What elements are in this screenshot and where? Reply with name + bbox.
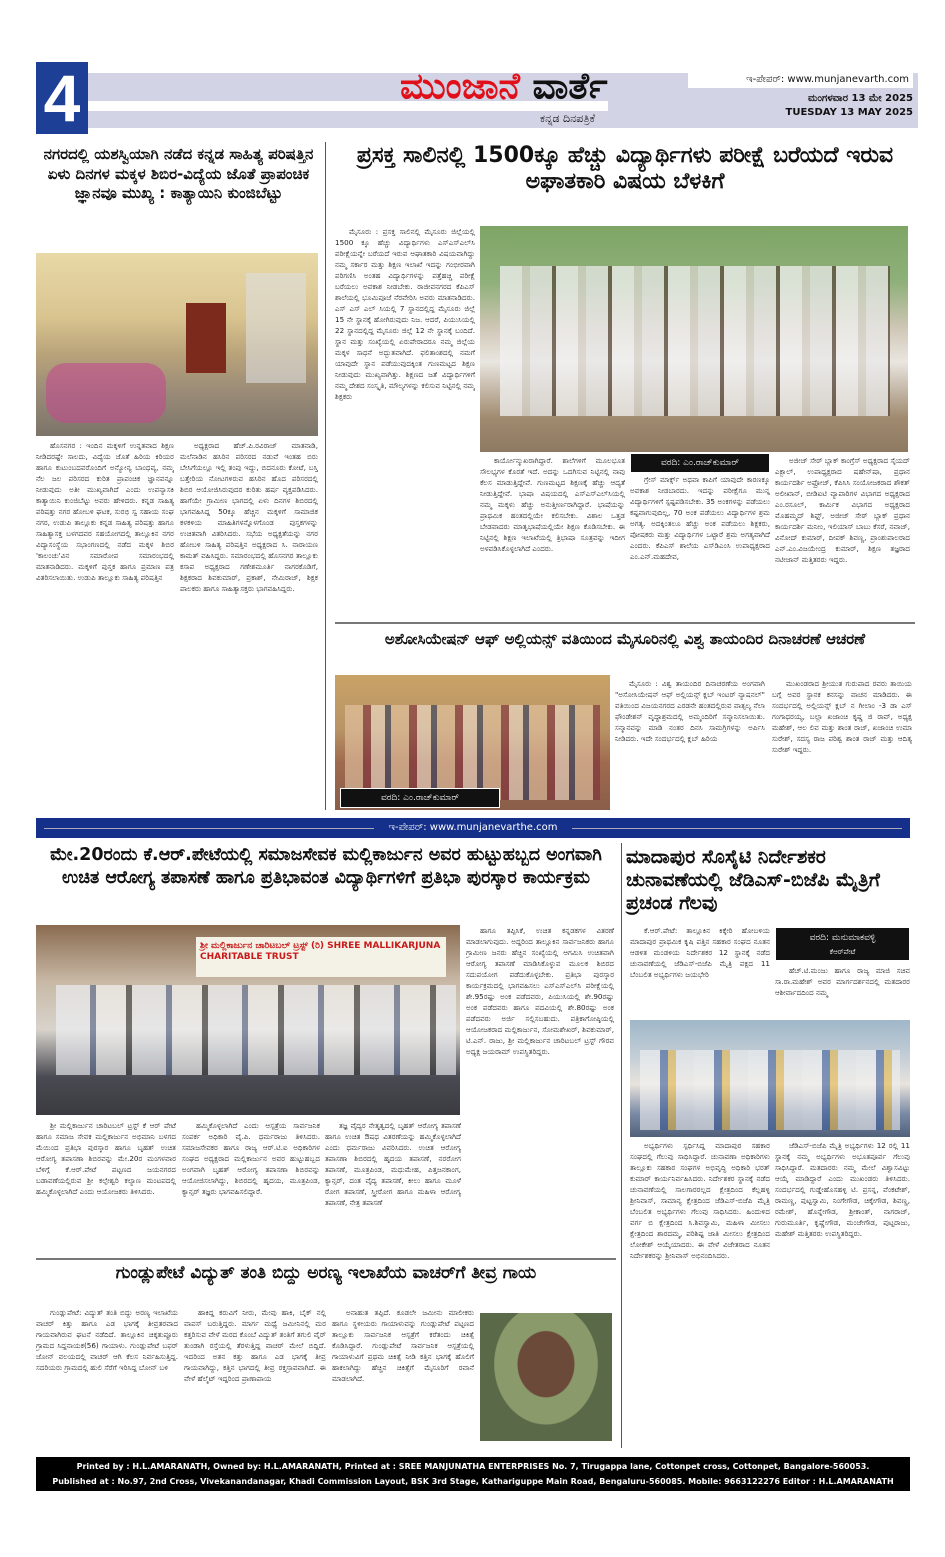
reporter-credit: ವರದಿ: ಎಂ.ರಾಜ್‌ಕುಮಾರ್ (630, 453, 770, 473)
banner-text: ಶ್ರೀ ಮಲ್ಲಿಕಾರ್ಜುನ ಚಾರಿಟಬಲ್ ಟ್ರಸ್ಟ್ (ರಿ) SHREE MALLIKARJUNA CHARITABLE TRUST (196, 937, 446, 977)
article-headline: ಗುಂಡ್ಲುಪೇಟೆ ವಿದ್ಯುತ್ ತಂತಿ ಬಿದ್ದು ಅರಣ್ಯ ಇಲಾಖೆಯ ವಾಚರ್‌ಗೆ ತೀವ್ರ ಗಾಯ (115, 1263, 537, 1283)
article-text: ಮೈಸೂರು : ಪ್ರಸಕ್ತ ಸಾಲಿನಲ್ಲಿ ಮೈಸೂರು ಜಿಲ್ಲೆಯಲ್ಲಿ 1500 ಕ್ಕೂ ಹೆಚ್ಚು ವಿದ್ಯಾರ್ಥಿಗಳು ಎಸ್‌ಎಸ್‌ಎಲ್‌ಸಿ ಪರೀಕ್ಷೆಯನ್ನೇ ಬರೆಯದೆ ಇರುವ ಆಘಾತಕಾರಿ ವಿಷಯವಾಗಿದ್ದು ನಮ್ಮ ಸರ್ಕಾರ ಮತ್ತು ಶಿಕ್ಷಣ ಇಲಾಖೆ ಇದನ್ನು ಗಂಭೀರವಾಗಿ ಪರಿಗಣಿಸಿ ಅಂತಹ ವಿದ್ಯಾರ್ಥಿಗಳನ್ನು ಪತ್ತೆಹಚ್ಚಿ ಪರೀಕ್ಷೆ ಬರೆಯಲು ಅವಕಾಶ ನೀಡಬೇಕು. ರಾಜೀವನಗರದ ಕೆಪಿಎಸ್ ಶಾಲೆಯಲ್ಲಿ ಭೂಮಿಪೂಜೆ ನೆರವೇರಿಸಿ ಅವರು ಮಾತನಾಡಿದರು. ಎಸ್ ಎಸ್ ಎಲ್ ಸಿಯಲ್ಲಿ 7 ಸ್ಥಾನದಲ್ಲಿದ್ದ ಮೈಸೂರು ಜಿಲ್ಲೆ 15 ನೇ ಸ್ಥಾನಕ್ಕೆ ಹೋಗಿರುವುದು ನಿಜ. ಆದರೆ, ಪಿಯುಸಿಯಲ್ಲಿ 22 ಸ್ಥಾನದಲ್ಲಿದ್ದ ಮೈಸೂರು ಜಿಲ್ಲೆ 12 ನೇ ಸ್ಥಾನಕ್ಕೆ ಬಂದಿದೆ. ಸ್ಥಾನ ಮತ್ತು ಸಂಖ್ಯೆಯಲ್ಲಿ ಏರುಪೇರಾದರೂ ನಮ್ಮ ಜಿಲ್ಲೆಯ ಮಕ್ಕಳ ಸಾಧನೆ ಅದ್ಭುತವಾಗಿದೆ. ಫಲಿತಾಂಶದಲ್ಲಿ ನಮಗೆ ಯಾವುದೇ ಸ್ಥಾನ ಪಡೆಯುವುದಕ್ಕಿಂತ ಗುಣಮಟ್ಟದ ಶಿಕ್ಷಣ ನೀಡುವುದು ಮುಖ್ಯವಾಗಿತ್ತು. ಶಿಕ್ಷಣದ ಜತೆ ವಿದ್ಯಾರ್ಥಿಗಳಿಗೆ ನಮ್ಮ ದೇಶದ ಸಂಸ್ಕೃತಿ, ಮೌಲ್ಯಗಳನ್ನು ಕಲಿಸುವ ನಿಟ್ಟಿನಲ್ಲಿ ನಮ್ಮ ಶಿಕ್ಷಕರು (335, 227, 475, 401)
epaper-link[interactable]: ಇ-ಪೇಪರ್: www.munjanevarth.com (688, 72, 913, 88)
article-text: ಹೆಚ್.ಟಿ.ಮಂಜು ಹಾಗೂ ರಾಜ್ಯ ಮಾಜಿ ಸಚಿವ ಸಾ.ರಾ.ಮಹೇಶ್ ಅವರ ಮಾರ್ಗದರ್ಶನದಲ್ಲಿ ಮತದಾರರ ಆಶೀರ್ವಾದದಿಂದ ನಮ್ಮ (775, 966, 910, 997)
column-divider (621, 843, 622, 1448)
article-text: ಶ್ರೀ ಮಲ್ಲಿಕಾರ್ಜುನ ಚಾರಿಟಬಲ್ ಟ್ರಸ್ಟ್ ಕೆ ಆರ್ ಪೇಟೆ ಹಾಗೂ ಸಮಾಜ ಸೇವಕ ಮಲ್ಲಿಕಾರ್ಜುನ ಅಭಿಮಾನಿ ಬಳಗದ ಮೆಯಿಂದ ಪ್ರತಿಭಾ ಪುರಸ್ಕಾರ ಹಾಗೂ ಬೃಹತ್ ಉಚಿತ ಆರೋಗ್ಯ ತಪಾಸಣಾ ಶಿಬಿರವನ್ನು ಮೇ.20ರ ಮಂಗಳವಾರ ಬೆಳಿಗ್ಗೆ ಕೆ.ಆರ್.ಪೇಟೆ ಪಟ್ಟಣದ ಜಯನಗರದ ಬಡಾವಣೆಯಲ್ಲಿರುವ ಶ್ರೀ ಕಲ್ಪೇಶ್ವರಿ ಕಲ್ಯಾಣ ಮಂಟಪದಲ್ಲಿ ಹಮ್ಮಿಕೊಳ್ಳಲಾಗಿದೆ ಎಂದು ಆಯೋಜಕರು ತಿಳಿಸಿದರು. (36, 1121, 176, 1196)
article-text: ಕಾರ್ಯೋನ್ಮುಖರಾಗಿದ್ದಾರೆ. ಶಾಲೆಗಳಿಗೆ ಮೂಲಭೂತ ಸೌಲಭ್ಯಗಳ ಕೊರತೆ ಇದೆ. ಅದನ್ನು ಒದಗಿಸುವ ನಿಟ್ಟಿನಲ್ಲಿ ನಾವು ಕೆಲಸ ಮಾಡುತ್ತಿದ್ದೇವೆ. ಗುಣಮಟ್ಟದ ಶಿಕ್ಷಣಕ್ಕೆ ಹೆಚ್ಚು ಆದ್ಯತೆ ನೀಡುತ್ತಿದ್ದೇವೆ. ಭಾಷಾ ವಿಷಯದಲ್ಲಿ ಎಸ್‌ಎಸ್‌ಎಲ್‌ಸಿಯಲ್ಲಿ ನಮ್ಮ ಮಕ್ಕಳು ಹೆಚ್ಚು ಅನುತ್ತೀರ್ಣರಾಗಿದ್ದಾರೆ. ಭಾಷೆಯನ್ನು ಪ್ರಾಥಮಿಕ ಹಂತದಲ್ಲಿಯೇ ಕಲಿಸಬೇಕು. ವಿಶಾಲ ಒತ್ತಡ ಬೇಡವಾದರು ಮಾತೃಭಾಷೆಯಲ್ಲಿಯೇ ಶಿಕ್ಷಣ ಕೊಡಿಸಬೇಕು. ಈ ನಿಟ್ಟಿನಲ್ಲಿ ಶಿಕ್ಷಣ ಇಲಾಖೆಯಲ್ಲಿ ತ್ರಿಭಾಷಾ ಸೂತ್ರವನ್ನು ಇದೀಗ ಅಳವಡಿಸಿಕೊಳ್ಳಲಾಗಿದೆ ಎಂದರು. (480, 456, 625, 553)
article-text: ಅನಾಹುತ ತಪ್ಪಿದೆ. ಕೂಡಲೇ ಜಮೀನು ಮಾಲೀಕರು ಹಾಗೂ ಸ್ಥಳೀಯರು ಗಾಯಾಳುವನ್ನು ಗುಂಡ್ಲುಪೇಟೆ ಪಟ್ಟಣದ ತಾಲ್ಲೂಕು ಸಾರ್ವಜನಿಕ ಆಸ್ಪತ್ರೆಗೆ ಕರೆತಂದು ಚಿಕಿತ್ಸೆ ಕೊಡಿಸಿದ್ದಾರೆ. ಗುಂಡ್ಲುಪೇಟೆ ಸಾರ್ವಜನಿಕ ಆಸ್ಪತ್ರೆಯಲ್ಲಿ ಗಾಯಾಳುವಿಗೆ ಪ್ರಥಮ ಚಿಕಿತ್ಸೆ ನೀಡಿ ಕತ್ತಿನ ಭಾಗಕ್ಕೆ ಹೊಲಿಗೆ ಹಾಕಲಾಗಿದ್ದು ಹೆಚ್ಚಿನ ಚಿಕಿತ್ಸೆಗೆ ಮೈಸೂರಿಗೆ ರವಾನೆ ಮಾಡಲಾಗಿದೆ. (332, 1308, 474, 1383)
article-photo (480, 226, 908, 452)
article-headline: ಅಶೋಸಿಯೇಷನ್ ಆಫ್ ಅಲ್ಲಿಯನ್ಸ್ ವತಿಯಿಂದ ಮೈಸೂರಿನಲ್ಲಿ ವಿಶ್ವ ತಾಯಂದಿರ ದಿನಾಚರಣೆ ಆಚರಣೆ (384, 630, 866, 648)
article-photo (480, 1313, 612, 1441)
article-headline: ನಗರದಲ್ಲಿ ಯಶಸ್ವಿಯಾಗಿ ನಡೆದ ಕನ್ನಡ ಸಾಹಿತ್ಯ ಪರಿಷತ್ತಿನ ಏಳು ದಿನಗಳ ಮಕ್ಕಳ ಶಿಬಿರ-ವಿದ್ಯೆಯ ಜೊತೆ ಪ್ರಾಪಂಚಿಕ ಜ್ಞಾನವೂ ಮುಖ್ಯ : ಕಾತ್ಯಾಯಿನಿ ಕುಂಜಿಬೆಟ್ಟು (43, 145, 314, 202)
reporter-credit: ವರದಿ: ಮನುಮಾಕವಳ್ಳಿ ಕೆಆರ್‌ಪೇಟೆ (775, 927, 910, 961)
article-text: ಹಮ್ಮಿಕೊಳ್ಳಲಾಗಿದೆ ಎಂದು ಆಸ್ಪತ್ರೆಯ ಸಾರ್ವಜನಿಕ ಸಂಪರ್ಕ ಅಧಿಕಾರಿ ವೈ.ಪಿ. ಧರ್ಮರಾಜು ತಿಳಿಸಿದರು. ಸಮಾಜಸೇವಕರ ಹಾಗೂ ರಾಜ್ಯ ಆರ್.ಟಿ.ಐ ಅಧಿಕಾರಿಗಳ ಸಂಘದ ಅಧ್ಯಕ್ಷರಾದ ಮಲ್ಲಿಕಾರ್ಜುನ ಅವರ ಹುಟ್ಟುಹಬ್ಬದ ಅಂಗವಾಗಿ ಬೃಹತ್ ಆರೋಗ್ಯ ತಪಾಸಣಾ ಶಿಬಿರವನ್ನು ಆಯೋಜಿಸಲಾಗಿದ್ದು, ಶಿಬಿರದಲ್ಲಿ ಹೃದಯ, ಮೂತ್ರಪಿಂಡ, ಕ್ಯಾನ್ಸರ್ ತಜ್ಞರು ಭಾಗವಹಿಸಲಿದ್ದಾರೆ. (182, 1121, 320, 1196)
issue-date: ಮಂಗಳವಾರ 13 ಮೇ 2025 TUESDAY 13 MAY 2025 (785, 93, 913, 118)
article-text: ಮುಖಂಡರಾದ ಶ್ರೀಯುತ ಗುರುಪಾದ ರವರು ತಾಯಿಯ ಬಗ್ಗೆ ಅವರ ಸ್ಥಾನಕ ಕನಸನ್ನು ವಾಚನ ಮಾಡಿದರು. ಈ ಸಂದರ್ಭದಲ್ಲಿ ಅಲ್ಲಿಯನ್ಸ್ ಕ್ಲಬ್ ನ ಗೀಲಾಂ -3 ಡಾ ಎಸ್ ಗಂಗಾಧರಯ್ಯ, ಬಲ್ಲಾ ಖಜಾಂಚಿ ಕೃಷ್ಣ ಜಿ ರಾವ್, ಅಧ್ಯಕ್ಷ ಮಹೇಶ್, ಆಲ ಲಿವ ಮತ್ತು ಶಾಂತ ರಾಜ್, ಖಜಾಂಚಿ ಉಮಾ ಸುರೇಶ್, ಸದಸ್ಯ ರಾಜ ಪರಿಶ್ವ ಶಾಂತ ರಾಜ್ ಮತ್ತು ಆದಿತ್ಯ ಸುರೇಶ್ ಇದ್ದರು. (772, 679, 912, 754)
article-text: ಹೊಸನಗರ : ಇಂದಿನ ಮಕ್ಕಳಿಗೆ ಉನ್ನತವಾದ ಶಿಕ್ಷಣ ನೀಡಿದರಷ್ಟೇ ಸಾಲದು, ವಿದ್ಯೆಯ ಜೊತೆ ಹಿರಿಯ ಕಿರಿಯರ ಹಾಗೂ ಕುಟುಂಬದವರೊಂದಿಗೆ ಅನ್ಯೋನ್ಯ ಬಾಂಧವ್ಯ, ನಮ್ಮ ನೆಲ ಜಲ ಪರಿಸರದ ಕುರಿತ ಪ್ರಾಪಂಚಿಕ ಜ್ಞಾನವನ್ನೂ ನೀಡುವುದು ಅತೀ ಮುಖ್ಯವಾಗಿದೆ ಎಂದು ಉಪನ್ಯಾಸಕಿ ಕಾತ್ಯಾಯಿನಿ ಕುಂಜಿಬೆಟ್ಟು ಅವರು ಹೇಳಿದರು. ಕನ್ನಡ ಸಾಹಿತ್ಯ ಪರಿಷತ್ತು ನಗರ ಹೋಬಳಿ ಘಟಕ, ಸುರಭಿ ಸ್ವ ಸಹಾಯ ಸಂಘ ನಗರ, ಉಡುಪಿ ತಾಲ್ಲೂಕು ಕನ್ನಡ ಸಾಹಿತ್ಯ ಪರಿಷತ್ತು ಹಾಗೂ ಸಾಹಿತ್ಯಾಸಕ್ತ ಬಳಗದವರ ಸಹಯೋಗದಲ್ಲಿ ತಾಲ್ಲೂಕಿನ ನಗರ ವಿದ್ಯಾಸಂಸ್ಥೆಯ ಸಭಾಂಗಣದಲ್ಲಿ ನಡೆದ ಮಕ್ಕಳ ಶಿಬಿರ 'ಕಾಲಂಚು'ವಿನ ಸಮಾರೋಪ ಸಮಾರಂಭದಲ್ಲಿ ಮಾತನಾಡಿದರು. ಮಕ್ಕಳಿಗೆ ಪುಸ್ತಕ ಹಾಗೂ ಪ್ರಮಾಣ ಪತ್ರ ವಿತರಿಸಲಾಯಿತು. ಉಡುಪಿ ತಾಲ್ಲೂಕು ಸಾಹಿತ್ಯ ಪರಿಷತ್ತಿನ (36, 441, 174, 582)
divider (36, 1258, 616, 1260)
article-photo (36, 925, 460, 1115)
article-text: ಗುಂಡ್ಲುಪೇಟೆ: ವಿದ್ಯುತ್ ತಂತಿ ಬಿದ್ದು ಅರಣ್ಯ ಇಲಾಖೆಯ ವಾಚರ್ ಕಿತ್ತು ಹಾಗೂ ಎಡ ಭಾಗಕ್ಕೆ ತೀವ್ರತರವಾದ ಗಾಯವಾಗಿರುವ ಘಟನೆ ನಡೆದಿದೆ. ತಾಲ್ಲೂಕಿನ ಚಿಕ್ಕತುಪ್ಪೂರು ಗ್ರಾಮದ ಸಿದ್ದನಾಯಕ(56) ಗಾಯಾಳು. ಗುಂಡ್ಲುಪೇಟೆ ಬಫರ್ ಜೋನ್ ವಲಯದಲ್ಲಿ ವಾಚರ್ ಆಗಿ ಕೆಲಸ ನಿರ್ವಹಿಸುತ್ತಿದ್ದ. ಸದರಿಯರು ಗ್ರಾಮದಲ್ಲಿ ಹುಲಿ ಸೆರೆಗೆ ಇರಿಸಿದ್ದ ಬೋನ್ ಬಳಿ (36, 1308, 178, 1372)
article-headline: ಮೇ.20ರಂದು ಕೆ.ಆರ್.ಪೇಟೆಯಲ್ಲಿ ಸಮಾಜಸೇವಕ ಮಲ್ಲಿಕಾರ್ಜುನ ಅವರ ಹುಟ್ಟುಹಬ್ಬದ ಅಂಗವಾಗಿ ಉಚಿತ ಆರೋಗ್ಯ ತಪಾಸಣೆ ಹಾಗೂ ಪ್ರತಿಭಾವಂತ ವಿದ್ಯಾರ್ಥಿಗಳಿಗೆ ಪ್ರತಿಭಾ ಪುರಸ್ಕಾರ ಕಾರ್ಯಕ್ರಮ (50, 845, 602, 888)
imprint-footer: Printed by : H.L.AMARANATH, Owned by: H.L.AMARANATH, Printed at : SREE MANJUNATHA ENTERPRISES No. 7, Tirugappa lane, Cottonpet cross, Cottonpet, Bangalore-560053. Published at : No.97, 2nd Cross, Vivekanandanagar, Khadi Commission Layout, BSK 3rd Stage, Kathariguppe Main Road, Bengaluru-560085. Mobile: 9663122276 Editor : H.L.AMARANATH (36, 1457, 910, 1491)
article-text: ಅಜೀಜ್ ಸೇಠ್ ಬ್ಲಾಕ್ ಕಾಂಗ್ರೆಸ್ ಅಧ್ಯಕ್ಷರಾದ ಸೈಯದ್ ಎಕ್ಬಾಲ್, ಉಪಾಧ್ಯಕ್ಷರಾದ ಷಹೇನ್‌ಷಾ, ಪ್ರಧಾನ ಕಾರ್ಯದರ್ಶಿ ಅಫ್ರೋಜ್, ಕೆಪಿಸಿಸಿ ಸಂಯೋಜಕರಾದ ಶೌಕತ್ ಅಲೀಖಾನ್, ಬೀಡಿಐಟಿ ವ್ಯಾಪಾರಿಗಳ ವಿಭಾಗದ ಅಧ್ಯಕ್ಷರಾದ ಎಂ.ರಸೂಲ್, ಕಾರ್ಮಿಕ ವಿಭಾಗದ ಅಧ್ಯಕ್ಷರಾದ ಮೊಹಮ್ಮದ್ ಶಿಫ್ಟ್, ಅಜೀಜ್ ಸೇಠ್ ಬ್ಲಾಕ್ ಪ್ರಧಾನ ಕಾರ್ಯದರ್ಶಿ ಮನೀಂ, ಇಲಿಯಾಸ್ ಬಾಬು ಕೆಸರೆ, ನವಾಜ್, ವಿನೋದ್ ಕುಮಾರ್, ದೀಪಕ್ ಶಿವಣ್ಣ, ಪ್ರಾಂಶುಪಾಲರಾದ ಎನ್.ಎಂ.ವಿಜಯೇಂದ್ರ ಕುಮಾರ್, ಶಿಕ್ಷಣ ತಜ್ಞರಾದ ನಟೀಜಾನ್ ಮತ್ತಿತರರು ಇದ್ದರು. (775, 456, 910, 564)
article-text: ಹಾಗೂ ತಪ್ಪಿಸಿಕೆ, ಉಚಿತ ಕನ್ನಡಕಗಳ ವಿತರಣೆ ಮಾಡಲಾಗುವುದು. ಅದ್ದರಿಂದ ತಾಲ್ಲೂಕಿನ ಸಾರ್ವಜನಿಕರು ಹಾಗೂ ಗ್ರಾಮೀಣ ಜನರು ಹೆಚ್ಚಿನ ಸಂಖ್ಯೆಯಲ್ಲಿ ಆಗಮಿಸಿ ಉಚಿತವಾಗಿ ಆರೋಗ್ಯ ತಪಾಸಣೆ ಮಾಡಿಸಿಕೊಳ್ಳುವ ಮೂಲಕ ಶಿಬಿರದ ಸದುಪಯೋಗ ಪಡೆದುಕೊಳ್ಳಬೇಕು. ಪ್ರತಿಭಾ ಪುರಸ್ಕಾರ ಕಾರ್ಯಕ್ರಮದಲ್ಲಿ ಭಾಗವಹಿಸಲು ಎಸ್‌ಎಸ್‌ಎಲ್‌ಸಿ ಪರೀಕ್ಷೆಯಲ್ಲಿ ಶೇ.95ರಷ್ಟು ಅಂಕ ಪಡೆದವರು, ಪಿಯುಸಿಯಲ್ಲಿ ಶೇ.90ರಷ್ಟು ಅಂಕ ಪಡೆದವರು ಹಾಗೂ ಪದವಿಯಲ್ಲಿ ಶೇ.80ರಷ್ಟು ಅಂಕ ಪಡೆದವರು ಅರ್ಜಿ ಸಲ್ಲಿಸಬಹುದು. ಪತ್ರಿಕಾಗೋಷ್ಠಿಯಲ್ಲಿ ಆಯೋಜಕರಾದ ಮಲ್ಲಿಕಾರ್ಜುನ, ಸೋಮಶೇಖರ್, ಶಿವಕುಮಾರ್, ಟಿ.ಎನ್. ರಾಜು, ಶ್ರೀ ಮಲ್ಲಿಕಾರ್ಜುನ ಚಾರಿಟಬಲ್ ಟ್ರಸ್ಟ್ ಗೌರವ ಅಧ್ಯಕ್ಷ ಜಯರಾಮ್ ಉಪಸ್ಥಿತರಿದ್ದರು. (466, 926, 614, 1056)
masthead-subtitle: ಕನ್ನಡ ದಿನಪತ್ರಿಕೆ (540, 112, 596, 125)
masthead-logo: ಮುಂಜಾನೆ ವಾರ್ತೆ (400, 66, 608, 107)
reporter-credit: ವರದಿ: ಎಂ.ರಾಜ್‌ಕುಮಾರ್ (340, 788, 500, 808)
article-text: ಅಭ್ಯರ್ಥಿಗಳು ಸ್ಪರ್ಧಿಸಿದ್ದ ಮಾದಾಪುರ ಸಹಕಾರ ಸಂಘದಲ್ಲಿ ಗೆಲುವು ಸಾಧಿಸಿದ್ದಾರೆ. ಚುನಾವಣಾ ಅಧಿಕಾರಿಗಳು ತಾಲ್ಲೂಕು ಸಹಕಾರ ಸಂಘಗಳ ಅಭಿವೃದ್ಧಿ ಅಧಿಕಾರಿ ಭರತ್ ಕುಮಾರ್ ಕಾರ್ಯನಿರ್ವಹಿಸಿದರು. ನಿರ್ದೇಶಕರ ಸ್ಥಾನಕ್ಕೆ ನಡೆದ ಚುನಾವಣೆಯಲ್ಲಿ ಸಾಲಗಾರರಲ್ಲದ ಕ್ಷೇತ್ರದಿಂದ ಕೆಲ್ಲಹಳ್ಳಿ ಶ್ರೀನಿವಾಸ್, ಸಾಮಾನ್ಯ ಕ್ಷೇತ್ರದಿಂದ ಜೆಡಿಎಸ್-ಬಿಜೆಪಿ ಮೈತ್ರಿ ಬೆಂಬಲಿತ ಅಭ್ಯರ್ಥಿಗಳು ಗೆಲುವು ಸಾಧಿಸಿದರು. ಹಿಂದುಳಿದ ವರ್ಗ ಬಿ ಕ್ಷೇತ್ರದಿಂದ ಸಿ.ಶಿವಸ್ವಾಮಿ, ಮಹಿಳಾ ಮೀಸಲು ಕ್ಷೇತ್ರದಿಂದ ಶಾರದಮ್ಮ, ಪರಿಶಿಷ್ಟ ಜಾತಿ ಮೀಸಲು ಕ್ಷೇತ್ರದಿಂದ ಲೋಕೇಶ್ ಆಯ್ಕೆಯಾದರು. ಈ ವೇಳೆ ವಿಜೇತರಾದ ನೂತನ ನಿರ್ದೇಶಕರನ್ನು ಶ್ರೀನಿವಾಸ್ ಅಭಿನಂದಿಸಿದರು. (630, 1141, 770, 1260)
article-text: ತಜ್ಞ ವೈದ್ಯರ ನೇತೃತ್ವದಲ್ಲಿ ಬೃಹತ್ ಆರೋಗ್ಯ ತಪಾಸಣೆ ಹಾಗೂ ಉಚಿತ ಔಷಧ ವಿತರಣೆಯನ್ನು ಹಮ್ಮಿಕೊಳ್ಳಲಾಗಿದೆ ಎಂದು ಧರ್ಮರಾಜು ವಿವರಿಸಿದರು. ಉಚಿತ ಆರೋಗ್ಯ ತಪಾಸಣಾ ಶಿಬಿರದಲ್ಲಿ ಹೃದಯ ತಪಾಸಣೆ, ನರರೋಗ ತಪಾಸಣೆ, ಮೂತ್ರಪಿಂಡ, ಮಧುಮೇಹ, ಪಿತ್ತಜನಕಾಂಗ, ಕ್ಯಾನ್ಸರ್, ದಂತ ವೈದ್ಯ ತಪಾಸಣೆ, ಕೀಲು ಹಾಗೂ ಮೂಳೆ ರೋಗ ತಪಾಸಣೆ, ಸ್ತ್ರೀರೋಗ ಹಾಗೂ ಮಹಿಳಾ ಆರೋಗ್ಯ ತಪಾಸಣೆ, ನೇತ್ರ ತಪಾಸಣೆ (325, 1121, 461, 1207)
divider (335, 622, 915, 624)
article-text: ಜೆಡಿಎಸ್-ಬಿಜೆಪಿ ಮೈತ್ರಿ ಅಭ್ಯರ್ಥಿಗಳು 12 ರಲ್ಲಿ 11 ಸ್ಥಾನಕ್ಕೆ ನಮ್ಮ ಅಭ್ಯರ್ಥಿಗಳು ಅಭೂತಪೂರ್ವ ಗೆಲುವು ಸಾಧಿಸಿದ್ದಾರೆ. ಮತದಾರರು ನಮ್ಮ ಮೇಲೆ ವಿಶ್ವಾಸವಿಟ್ಟು ಆಯ್ಕೆ ಮಾಡಿದ್ದಾರೆ ಎಂದು ಮುಖಂಡರು ತಿಳಿಸಿದರು. ಸಂದರ್ಭದಲ್ಲಿ ಗುಡ್ಡೇಹೊಸಹಳ್ಳಿ ಟಿ. ಪ್ರಸನ್ನ, ವೆಂಕಟೇಶ್, ರಾಮಣ್ಣ, ಪುಟ್ಟಸ್ವಾಮಿ, ನಿಂಗೇಗೌಡ, ಚಿಕ್ಕೇಗೌಡ, ಶಿವಣ್ಣ, ರಮೇಶ್, ಹೊನ್ನೇಗೌಡ, ಶ್ರೀಕಾಂತ್, ನಾಗರಾಜ್, ಗುರುಮೂರ್ತಿ, ಕೃಷ್ಣೇಗೌಡ, ಮಂಜೇಗೌಡ, ಪುಟ್ಟರಾಜು, ಮಹೇಶ್ ಮತ್ತಿತರರು ಉಪಸ್ಥಿತರಿದ್ದರು. (775, 1141, 910, 1238)
article-text: ಕೆ.ಆರ್.ಪೇಟೆ: ತಾಲ್ಲೂಕಿನ ಕಿಕ್ಕೇರಿ ಹೋಬಳಿಯ ಮಾದಾಪುರ ಪ್ರಾಥಮಿಕ ಕೃಷಿ ಪತ್ತಿನ ಸಹಕಾರ ಸಂಘದ ನೂತನ ಆಡಳಿತ ಮಂಡಳಿಯ ನಿರ್ದೇಶಕರ 12 ಸ್ಥಾನಕ್ಕೆ ನಡೆದ ಚುನಾವಣೆಯಲ್ಲಿ ಜೆಡಿಎಸ್-ಬಿಜೆಪಿ ಮೈತ್ರಿ ಪಕ್ಷದ 11 ಬೆಂಬಲಿತ ಅಭ್ಯರ್ಥಿಗಳು ಜಯಭೇರಿ (630, 926, 770, 979)
article-text: ಗ್ರೇಸ್ ಮಾರ್ಕ್ಸ್ ಅಥವಾ ಕಾಪಿಗೆ ಯಾವುದೇ ಕಾರಣಕ್ಕೂ ಅವಕಾಶ ನೀಡಬಾರದು. ಇದನ್ನು ಪರೀಕ್ಷೆಗೂ ಮುನ್ನ ವಿದ್ಯಾರ್ಥಿಗಳಿಗೆ ಸ್ಪಷ್ಟಪಡಿಸಬೇಕು. 35 ಅಂಕಗಳನ್ನು ಪಡೆಯಲು ಕಷ್ಟವಾಗುವುದಿಲ್ಲ, 70 ಅಂಕ ಪಡೆಯಲು ವಿದ್ಯಾರ್ಥಿಗಳ ಶ್ರಮ ಅಗತ್ಯ. ಅದಕ್ಕಿಂತಲೂ ಹೆಚ್ಚು ಅಂಕ ಪಡೆಯಲು ಶಿಕ್ಷಕರು, ಪೋಷಕರು ಮತ್ತು ವಿದ್ಯಾರ್ಥಿಗಳ ಒಟ್ಟಾರೆ ಶ್ರಮ ಅಗತ್ಯವಾಗಿದೆ ಎಂದರು. ಕೆಪಿಎಸ್ ಶಾಲೆಯ ಎಸ್‌ಡಿಎಂಸಿ ಉಪಾಧ್ಯಕ್ಷರಾದ ಎಂ.ಎನ್.ಮಹದೇವ, (630, 475, 770, 561)
article-headline: ಮಾದಾಪುರ ಸೊಸೈಟಿ ನಿರ್ದೇಶಕರ ಚುನಾವಣೆಯಲ್ಲಿ ಜೆಡಿಎಸ್-ಬಿಜೆಪಿ ಮೈತ್ರಿಗೆ ಪ್ರಚಂಡ ಗೆಲವು (626, 846, 880, 914)
article-text: ಮೈಸೂರು : ವಿಶ್ವ ತಾಯಂದಿರ ದಿನಾಚರಣೆಯ ಅಂಗವಾಗಿ "ಅಸೋಸಿಯೇಷನ್ ಆಫ್ ಅಲ್ಲಿಯನ್ಸ್ ಕ್ಲಬ್ ಇಂಟರ್ ನ್ಯಾಷನಲ್" ವತಿಯಿಂದ ವಿಜಯನಗರದ ಎರಡನೇ ಹಂತದಲ್ಲಿರುವ ವಾತ್ಸಲ್ಯ ನೆಲಾ ಫೌಂಡೇಶನ್ ವೃದ್ಧಾಶ್ರಮದಲ್ಲಿ ಅಮ್ಮಂದಿರಿಗೆ ಸನ್ಮಾನಿಸಲಾಯಿತು. ಸನ್ಮಾನವನ್ನು ಮಾಡಿ ನಂತರ ದಿನಸಿ ಸಾಮಗ್ರಿಗಳನ್ನು ಅರ್ಪಿಸಿ ನೀಡಿದರು. ಇದೇ ಸಂದರ್ಭದಲ್ಲಿ ಕ್ಲಬ್ ಹಿರಿಯ (615, 679, 765, 743)
page-number: 4 (36, 62, 88, 134)
article-photo (630, 1020, 910, 1137)
article-text: ಹಾಕಿದ್ದ ಕರುವಿಗೆ ನೀರು, ಮೇವು ಹಾಕಿ, ಬೈಕ್ ನಲ್ಲಿ ವಾಪಸ್ ಬರುತ್ತಿದ್ದರು. ಮಾರ್ಗ ಮಧ್ಯೆ ಜಮೀನಿನಲ್ಲಿ ಮರ ಕತ್ತರಿಸುವ ವೇಳೆ ಮರದ ಕೊಂಬೆ ವಿದ್ಯುತ್ ತಂತಿಗೆ ತಗುಲಿ ವೈರ್ ತುಂಡಾಗಿ ರಸ್ತೆಯಲ್ಲಿ ತೆರಳುತ್ತಿದ್ದ ವಾಚರ್ ಮೇಲೆ ಬಿದ್ದಿದೆ. ಇದರಿಂದ ಅತನ ಕತ್ತು ಹಾಗೂ ಎಡ ಭಾಗಕ್ಕೆ ತೀವ್ರ ಗಾಯವಾಗಿದ್ದು, ಕತ್ತಿನ ಭಾಗದಲ್ಲಿ ತೀವ್ರ ರಕ್ತಸ್ರಾವವಾಗಿದೆ. ಈ ವೇಳೆ ಹೆಲ್ಮೆಟ್ ಇದ್ದರಿಂದ ಪ್ರಾಣಾಪಾಯ (184, 1308, 326, 1383)
article-headline: ಪ್ರಸಕ್ತ ಸಾಲಿನಲ್ಲಿ 1500ಕ್ಕೂ ಹೆಚ್ಚು ವಿದ್ಯಾರ್ಥಿಗಳು ಪರೀಕ್ಷೆ ಬರೆಯದೆ ಇರುವ ಅಘಾತಕಾರಿ ವಿಷಯ ಬೆಳಕಿಗೆ (356, 143, 894, 195)
epaper-banner[interactable]: ಇ-ಪೇಪರ್: www.munjanevarthe.com (36, 818, 910, 838)
article-photo (36, 253, 318, 436)
article-text: ಅಧ್ಯಕ್ಷರಾದ ಹೆಚ್.ಪಿ.ರವಿರಾಜ್ ಮಾತನಾಡಿ, ಮಲೆನಾಡಿನ ಹಸಿರಿನ ಪರಿಸರದ ನಡುವೆ ಇಂತಹ ಬಿರು ಬೇಸಿಗೆಯಲ್ಲೂ ಇಲ್ಲಿ ತಂಪು ಇದ್ದು, ಬಿದನೂರು ಕೋಟೆ, ಬಸ್ತಿ ಬತ್ತೇರಿಯ ನೋಟಗಳಿರುವ ಹಸಿರಿನ ಹೊದ ಪರಿಸರದಲ್ಲಿ ಶಿಬಿರ ಆಯೋಜಿಸಿರುವುದರ ಕುರಿತು ಹರ್ಷ ವ್ಯಕ್ತಪಡಿಸಿದರು. ಹಾಗೆಯೇ ಗ್ರಾಮೀಣ ಭಾಗದಲ್ಲಿ ಏಳು ದಿನಗಳ ಶಿಬಿರದಲ್ಲಿ ಭಾಗವಹಿಸಿದ್ದ 50ಕ್ಕೂ ಹೆಚ್ಚಿನ ಮಕ್ಕಳಿಗೆ ಸಾಮಾಜಿಕ ಕಳಕಳಿಯ ಮಾಹಿತಿಗಳನ್ನೊಳಗೊಂಡ ಪುಸ್ತಕಗಳನ್ನು ಉಚಿತವಾಗಿ ವಿತರಿಸಿದರು. ಸಭೆಯ ಅಧ್ಯಕ್ಷತೆಯನ್ನು ನಗರ ಹೋಬಳಿ ಸಾಹಿತ್ಯ ಪರಿಷತ್ತಿನ ಅಧ್ಯಕ್ಷರಾದ ಸಿ. ನಾರಾಯಣ ಕಾಮತ್ ವಹಿಸಿದ್ದರು. ಸಮಾರಂಭದಲ್ಲಿ ಹೊಸನಗರ ತಾಲ್ಲೂಕು ಕಸಾಪ ಅಧ್ಯಕ್ಷರಾದ ಗಣೇಶಮೂರ್ತಿ ನಾಗರಕೊಡಿಗೆ, ಶಿಕ್ಷಕರಾದ ಶಿವಕುಮಾರ್, ಪ್ರಕಾಶ್, ನೇಮಿರಾಜ್, ಶಿಕ್ಷಕ ಪಾಲಕರು ಹಾಗೂ ಸಾಹಿತ್ಯಾಸಕ್ತರು ಭಾಗವಹಿಸಿದ್ದರು. (180, 441, 318, 593)
column-divider (325, 142, 326, 810)
